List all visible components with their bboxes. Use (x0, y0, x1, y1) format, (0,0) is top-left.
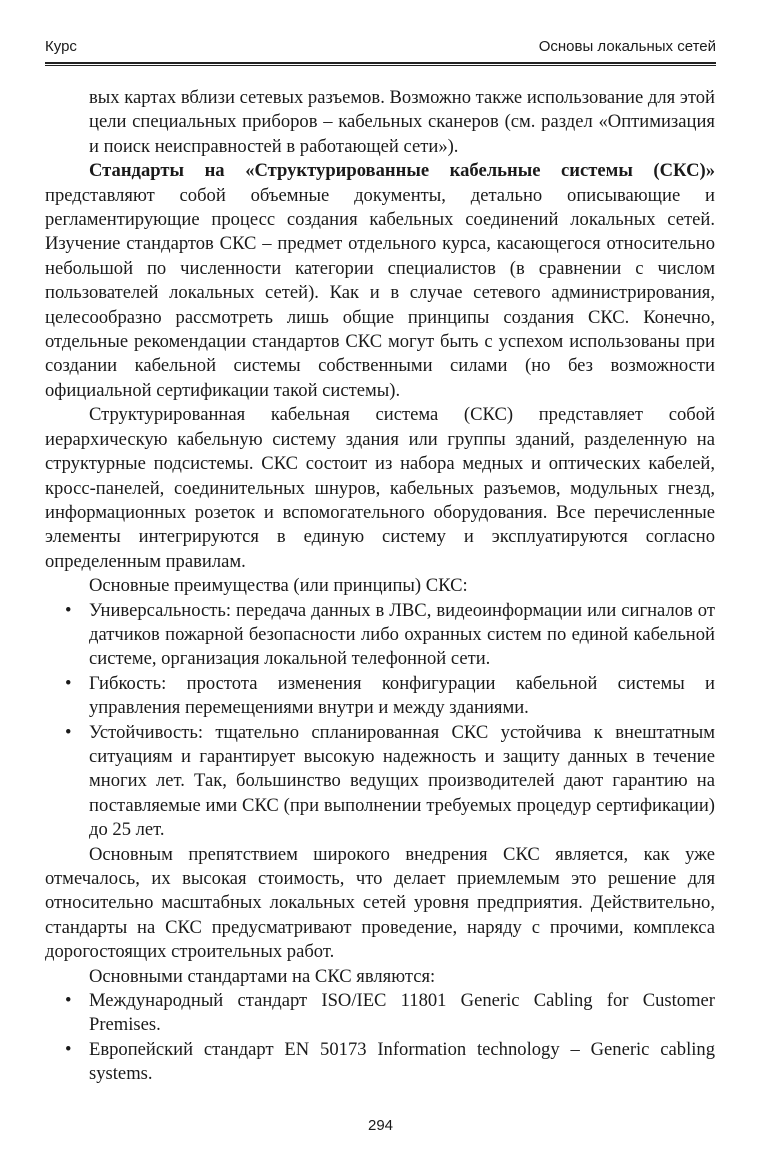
list-item (45, 672, 715, 721)
body-text (45, 86, 715, 1087)
list-item (45, 989, 715, 1038)
bullet-icon: • (65, 599, 72, 621)
bullet-icon: • (65, 721, 72, 743)
list-item-text: Европейский стандарт EN 50173 Information technology – Generic cabling systems. (89, 1038, 715, 1085)
paragraph-obstacle: Основным препятствием широкого внедрения СКС является, как уже отмечалось, их высокая стоимость, что делает приемлемым это решение для относительно масштабных локальных сетей уровня предприятия. Действительно, стандарты на СКС предусматривают проведение, наряду с прочими, комплекса дорогостоящих строительных работ. (45, 843, 715, 963)
list-item (45, 1038, 715, 1087)
bullet-icon: • (65, 990, 72, 1012)
header-course-label: Курс (45, 38, 77, 55)
paragraph-sks-standards (45, 159, 715, 403)
paragraph-standards-intro: Основными стандартами на СКС являются: (89, 965, 436, 987)
paragraph-advantages-intro: Основные преимущества (или принципы) СКС: (89, 575, 468, 597)
bold-lead-phrase: Стандарты на «Структурированные кабельные системы (СКС)» (89, 160, 715, 182)
bullet-icon: • (65, 672, 72, 694)
header-rule (45, 62, 716, 66)
paragraph-continuation: вых картах вблизи сетевых разъемов. Возможно также использование для этой цели специальных приборов – кабельных сканеров (см. раздел «Оптимизация и поиск неисправностей в работающей сети»). (89, 87, 715, 157)
standards-list (45, 989, 715, 1087)
list-item-text: Устойчивость: тщательно спланированная СКС устойчива к внештатным ситуациям и гарантирует высокую надежность и защиту данных в течение многих лет. Так, большинство ведущих производителей дают гарантию на поставляемые ими СКС (при выполнении требуемых процедур сертификации) до 25 лет. (89, 721, 715, 841)
running-header (45, 36, 716, 58)
advantages-list (45, 599, 715, 843)
list-item (45, 721, 715, 843)
bullet-icon: • (65, 1038, 72, 1060)
page-number: 294 (367, 1117, 394, 1134)
paragraph-text: представляют собой объемные документы, детально описывающие и регламентирующие процесс создания кабельных соединений локальных сетей. Изучение стандартов СКС – предмет отдельного курса, касающегося относительно небольшой по численности категории специалистов (в сравнении с числом пользователей локальных сетей). Как и в случае сетевого администрирования, целесообразно рассмотреть лишь общие принципы создания СКС. Конечно, отдельные рекомендации стандартов СКС могут быть с успехом использованы при создании кабельной системы собственными силами (но без возможности официальной сертификации такой системы). (45, 184, 715, 401)
list-item (45, 599, 715, 672)
paragraph-sks-definition: Структурированная кабельная система (СКС) представляет собой иерархическую кабельную систему здания или группы зданий, разделенную на структурные подсистемы. СКС состоит из набора медных и оптических кабелей, кросс-панелей, соединительных шнуров, кабельных разъемов, модульных гнезд, информационных розеток и вспомогательного оборудования. Все перечисленные элементы интегрируются в единую систему и эксплуатируются согласно определенным правилам. (45, 404, 715, 572)
list-item-text: Универсальность: передача данных в ЛВС, видеоинформации или сигналов от датчиков пожарной безопасности либо охранных систем по единой кабельной системе, организация локальной телефонной сети. (89, 599, 715, 670)
list-item-text: Международный стандарт ISO/IEC 11801 Generic Cabling for Customer Premises. (89, 990, 715, 1036)
header-book-title: Основы локальных сетей (538, 38, 716, 55)
list-item-text: Гибкость: простота изменения конфигурации кабельной системы и управления перемещениями внутри и между зданиями. (89, 672, 715, 719)
